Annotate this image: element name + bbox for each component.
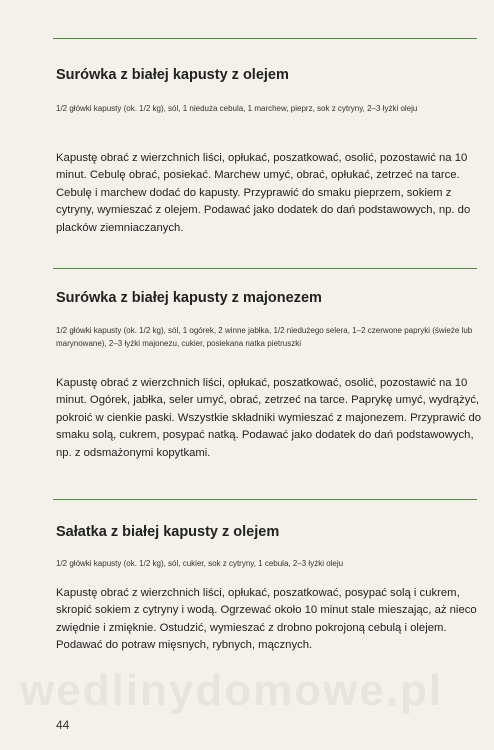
recipe-3-instructions: Kapustę obrać z wierzchnich liści, opłukać, poszatkować, posypać solą i cukrem, skropić sokiem z cytryny i wodą. Ogrzewać około 10 minut stale mieszając, aż nieco zwiędnie i zmięknie. Ostudzić, wymieszać z drobno pokrojoną cebulą i olejem. Podawać do potraw mięsnych, rybnych, mącznych. bbox=[56, 587, 477, 652]
recipe-2-ingredients: 1/2 główki kapusty (ok. 1/2 kg), sól, 1 ogórek, 2 winne jabłka, 1/2 niedużego selera, 1–2 czerwone papryki (świeże lub marynowane), 2–3 łyżki majonezu, cukier, posiekana natka pietruszki bbox=[56, 326, 473, 348]
recipe-3-title: Sałatka z białej kapusty z olejem bbox=[56, 524, 280, 540]
recipe-1-ingredients: 1/2 główki kapusty (ok. 1/2 kg), sól, 1 nieduża cebula, 1 marchew, pieprz, sok z cytryny, 2–3 łyżki oleju bbox=[56, 104, 418, 113]
recipe-2-instructions: Kapustę obrać z wierzchnich liści, opłukać, poszatkować, osolić, pozostawić na 10 minut. Ogórek, jabłka, seler umyć, obrać, zetrzeć na tarce. Paprykę umyć, wydrążyć, pokroić w cienkie paski. Wszystkie składniki wymieszać z majonezem. Przyprawić do smaku solą, cukrem, posypać natką. Podawać jako dodatek do dań podstawowych, np. z odsmażonymi kopytkami. bbox=[56, 377, 482, 459]
recipe-1-title: Surówka z białej kapusty z olejem bbox=[56, 67, 289, 83]
divider-2 bbox=[53, 499, 477, 500]
divider-top bbox=[53, 38, 477, 39]
watermark: wedlinydomowe.pl bbox=[20, 666, 444, 715]
recipe-1-instructions: Kapustę obrać z wierzchnich liści, opłukać, poszatkować, osolić, pozostawić na 10 minut. Cebulę obrać, posiekać. Marchew umyć, obrać, opłukać, zetrzeć na tarce. Cebulę i marchew dodać do kapusty. Przyprawić do smaku pieprzem, sokiem z cytryny, wymieszać z olejem. Podawać jako dodatek do dań podstawowych, np. do placków ziemniaczanych. bbox=[56, 152, 471, 234]
page-number: 44 bbox=[56, 718, 70, 732]
recipe-3-ingredients: 1/2 główki kapusty (ok. 1/2 kg), sól, cukier, sok z cytryny, 1 cebula, 2–3 łyżki oleju bbox=[56, 559, 344, 568]
recipe-2-title: Surówka z białej kapusty z majonezem bbox=[56, 290, 322, 306]
divider-1 bbox=[53, 268, 477, 269]
